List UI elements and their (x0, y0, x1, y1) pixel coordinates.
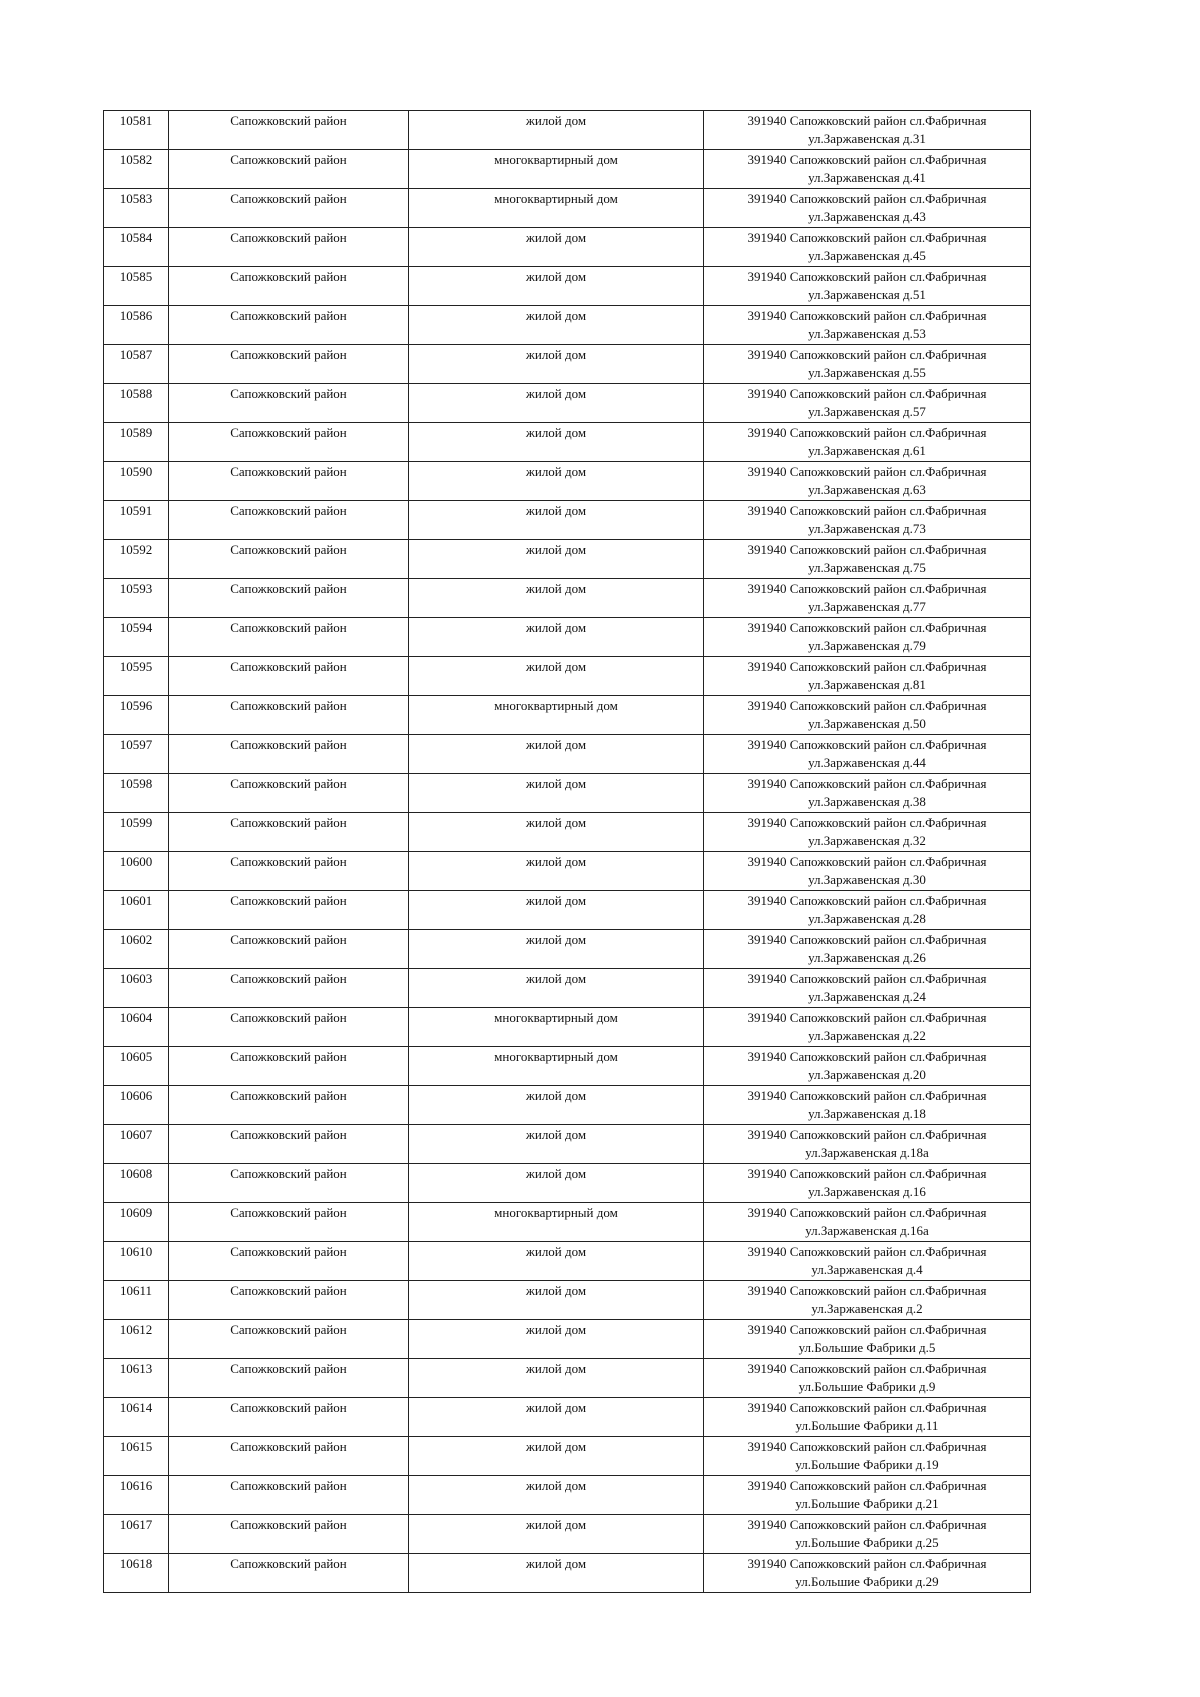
address-cell (704, 1359, 1031, 1398)
building-type-cell: жилой дом (409, 1281, 704, 1320)
table-row (104, 618, 1031, 657)
record-number-cell: 10597 (104, 735, 169, 774)
district-cell: Сапожковский район (169, 618, 409, 657)
record-number-cell: 10582 (104, 150, 169, 189)
district-cell: Сапожковский район (169, 1164, 409, 1203)
address-line-2: ул.Заржавенская д.61 (808, 443, 926, 458)
record-number-cell: 10603 (104, 969, 169, 1008)
district-cell: Сапожковский район (169, 1008, 409, 1047)
district-cell: Сапожковский район (169, 462, 409, 501)
address-line-1: 391940 Сапожковский район сл.Фабричная (747, 932, 987, 947)
table-row (104, 1320, 1031, 1359)
table-row (104, 1125, 1031, 1164)
record-number-cell: 10584 (104, 228, 169, 267)
address-line-1: 391940 Сапожковский район сл.Фабричная (747, 698, 987, 713)
table-row (104, 1554, 1031, 1593)
address-cell (704, 813, 1031, 852)
district-cell: Сапожковский район (169, 501, 409, 540)
building-type-cell: жилой дом (409, 1242, 704, 1281)
record-number-cell: 10593 (104, 579, 169, 618)
district-cell: Сапожковский район (169, 189, 409, 228)
district-cell: Сапожковский район (169, 1398, 409, 1437)
table-row (104, 813, 1031, 852)
district-cell: Сапожковский район (169, 969, 409, 1008)
address-line-2: ул.Заржавенская д.53 (808, 326, 926, 341)
record-number-cell: 10613 (104, 1359, 169, 1398)
address-line-2: ул.Заржавенская д.16а (805, 1223, 929, 1238)
district-cell: Сапожковский район (169, 696, 409, 735)
table-row (104, 930, 1031, 969)
building-type-cell: жилой дом (409, 969, 704, 1008)
table-row (104, 1086, 1031, 1125)
address-line-1: 391940 Сапожковский район сл.Фабричная (747, 1088, 987, 1103)
address-line-1: 391940 Сапожковский район сл.Фабричная (747, 230, 987, 245)
record-number-cell: 10598 (104, 774, 169, 813)
district-cell: Сапожковский район (169, 1437, 409, 1476)
building-type-cell: многоквартирный дом (409, 1008, 704, 1047)
address-line-1: 391940 Сапожковский район сл.Фабричная (747, 308, 987, 323)
table-row (104, 111, 1031, 150)
address-line-2: ул.Заржавенская д.73 (808, 521, 926, 536)
record-number-cell: 10590 (104, 462, 169, 501)
building-type-cell: жилой дом (409, 1086, 704, 1125)
building-type-cell: многоквартирный дом (409, 1203, 704, 1242)
record-number-cell: 10617 (104, 1515, 169, 1554)
address-line-1: 391940 Сапожковский район сл.Фабричная (747, 815, 987, 830)
building-type-cell: жилой дом (409, 462, 704, 501)
address-cell (704, 1008, 1031, 1047)
address-line-2: ул.Заржавенская д.44 (808, 755, 926, 770)
record-number-cell: 10586 (104, 306, 169, 345)
table-row (104, 540, 1031, 579)
building-type-cell: жилой дом (409, 1398, 704, 1437)
building-type-cell: жилой дом (409, 423, 704, 462)
address-cell (704, 1515, 1031, 1554)
building-type-cell: жилой дом (409, 540, 704, 579)
address-cell (704, 501, 1031, 540)
district-cell: Сапожковский район (169, 891, 409, 930)
address-cell (704, 1320, 1031, 1359)
district-cell: Сапожковский район (169, 306, 409, 345)
address-line-2: ул.Заржавенская д.63 (808, 482, 926, 497)
table-row (104, 696, 1031, 735)
address-cell (704, 618, 1031, 657)
building-type-cell: жилой дом (409, 1320, 704, 1359)
address-line-2: ул.Заржавенская д.16 (808, 1184, 926, 1199)
address-cell (704, 111, 1031, 150)
district-cell: Сапожковский район (169, 150, 409, 189)
table-row (104, 150, 1031, 189)
address-line-2: ул.Заржавенская д.31 (808, 131, 926, 146)
building-type-cell: жилой дом (409, 774, 704, 813)
district-cell: Сапожковский район (169, 267, 409, 306)
record-number-cell: 10585 (104, 267, 169, 306)
address-line-2: ул.Заржавенская д.45 (808, 248, 926, 263)
address-line-1: 391940 Сапожковский район сл.Фабричная (747, 464, 987, 479)
district-cell: Сапожковский район (169, 228, 409, 267)
address-cell (704, 969, 1031, 1008)
table-row (104, 423, 1031, 462)
address-cell (704, 267, 1031, 306)
building-type-cell: жилой дом (409, 813, 704, 852)
building-type-cell: жилой дом (409, 306, 704, 345)
address-line-1: 391940 Сапожковский район сл.Фабричная (747, 191, 987, 206)
address-line-2: ул.Заржавенская д.20 (808, 1067, 926, 1082)
table-body (104, 111, 1031, 1593)
address-line-1: 391940 Сапожковский район сл.Фабричная (747, 269, 987, 284)
address-line-1: 391940 Сапожковский район сл.Фабричная (747, 152, 987, 167)
address-line-1: 391940 Сапожковский район сл.Фабричная (747, 113, 987, 128)
building-type-cell: многоквартирный дом (409, 189, 704, 228)
district-cell: Сапожковский район (169, 1203, 409, 1242)
address-cell (704, 150, 1031, 189)
building-type-cell: жилой дом (409, 1554, 704, 1593)
address-line-1: 391940 Сапожковский район сл.Фабричная (747, 503, 987, 518)
address-line-2: ул.Большие Фабрики д.9 (798, 1379, 936, 1394)
address-cell (704, 1281, 1031, 1320)
address-line-1: 391940 Сапожковский район сл.Фабричная (747, 542, 987, 557)
address-line-2: ул.Заржавенская д.41 (808, 170, 926, 185)
district-cell: Сапожковский район (169, 1242, 409, 1281)
address-line-1: 391940 Сапожковский район сл.Фабричная (747, 1556, 987, 1571)
record-number-cell: 10587 (104, 345, 169, 384)
address-line-2: ул.Заржавенская д.50 (808, 716, 926, 731)
district-cell: Сапожковский район (169, 1281, 409, 1320)
table-row (104, 267, 1031, 306)
housing-register-table (103, 110, 1031, 1593)
record-number-cell: 10604 (104, 1008, 169, 1047)
address-cell (704, 189, 1031, 228)
record-number-cell: 10611 (104, 1281, 169, 1320)
address-line-2: ул.Заржавенская д.2 (811, 1301, 923, 1316)
address-cell (704, 306, 1031, 345)
address-line-2: ул.Заржавенская д.22 (808, 1028, 926, 1043)
district-cell: Сапожковский район (169, 657, 409, 696)
record-number-cell: 10602 (104, 930, 169, 969)
address-line-1: 391940 Сапожковский район сл.Фабричная (747, 737, 987, 752)
address-cell (704, 462, 1031, 501)
record-number-cell: 10581 (104, 111, 169, 150)
building-type-cell: жилой дом (409, 891, 704, 930)
address-line-2: ул.Большие Фабрики д.21 (795, 1496, 939, 1511)
table-row (104, 1281, 1031, 1320)
record-number-cell: 10595 (104, 657, 169, 696)
table-row (104, 1398, 1031, 1437)
address-line-2: ул.Заржавенская д.26 (808, 950, 926, 965)
district-cell: Сапожковский район (169, 345, 409, 384)
address-line-2: ул.Заржавенская д.81 (808, 677, 926, 692)
district-cell: Сапожковский район (169, 774, 409, 813)
address-cell (704, 228, 1031, 267)
address-cell (704, 1164, 1031, 1203)
district-cell: Сапожковский район (169, 813, 409, 852)
address-line-1: 391940 Сапожковский район сл.Фабричная (747, 1244, 987, 1259)
table-row (104, 735, 1031, 774)
address-cell (704, 540, 1031, 579)
address-line-2: ул.Большие Фабрики д.25 (795, 1535, 939, 1550)
table-row (104, 189, 1031, 228)
building-type-cell: жилой дом (409, 852, 704, 891)
district-cell: Сапожковский район (169, 1476, 409, 1515)
record-number-cell: 10601 (104, 891, 169, 930)
record-number-cell: 10610 (104, 1242, 169, 1281)
address-line-1: 391940 Сапожковский район сл.Фабричная (747, 1205, 987, 1220)
address-cell (704, 774, 1031, 813)
address-cell (704, 1398, 1031, 1437)
record-number-cell: 10606 (104, 1086, 169, 1125)
building-type-cell: многоквартирный дом (409, 696, 704, 735)
address-line-1: 391940 Сапожковский район сл.Фабричная (747, 1049, 987, 1064)
address-line-1: 391940 Сапожковский район сл.Фабричная (747, 971, 987, 986)
building-type-cell: жилой дом (409, 501, 704, 540)
address-line-1: 391940 Сапожковский район сл.Фабричная (747, 1478, 987, 1493)
record-number-cell: 10612 (104, 1320, 169, 1359)
address-line-1: 391940 Сапожковский район сл.Фабричная (747, 425, 987, 440)
table-row (104, 1242, 1031, 1281)
building-type-cell: жилой дом (409, 1437, 704, 1476)
record-number-cell: 10607 (104, 1125, 169, 1164)
building-type-cell: жилой дом (409, 228, 704, 267)
district-cell: Сапожковский район (169, 384, 409, 423)
table-row (104, 657, 1031, 696)
address-line-2: ул.Заржавенская д.38 (808, 794, 926, 809)
record-number-cell: 10589 (104, 423, 169, 462)
district-cell: Сапожковский район (169, 1515, 409, 1554)
record-number-cell: 10605 (104, 1047, 169, 1086)
record-number-cell: 10609 (104, 1203, 169, 1242)
address-line-1: 391940 Сапожковский район сл.Фабричная (747, 1127, 987, 1142)
record-number-cell: 10616 (104, 1476, 169, 1515)
address-cell (704, 1242, 1031, 1281)
building-type-cell: жилой дом (409, 267, 704, 306)
district-cell: Сапожковский район (169, 1125, 409, 1164)
address-line-1: 391940 Сапожковский район сл.Фабричная (747, 1439, 987, 1454)
building-type-cell: многоквартирный дом (409, 1047, 704, 1086)
table-row (104, 774, 1031, 813)
address-line-1: 391940 Сапожковский район сл.Фабричная (747, 659, 987, 674)
address-line-2: ул.Большие Фабрики д.29 (795, 1574, 939, 1589)
record-number-cell: 10608 (104, 1164, 169, 1203)
address-line-2: ул.Заржавенская д.24 (808, 989, 926, 1004)
address-line-2: ул.Заржавенская д.30 (808, 872, 926, 887)
address-line-2: ул.Большие Фабрики д.5 (798, 1340, 936, 1355)
address-cell (704, 891, 1031, 930)
district-cell: Сапожковский район (169, 579, 409, 618)
address-line-2: ул.Большие Фабрики д.19 (795, 1457, 939, 1472)
address-line-1: 391940 Сапожковский район сл.Фабричная (747, 776, 987, 791)
district-cell: Сапожковский район (169, 1086, 409, 1125)
address-cell (704, 1203, 1031, 1242)
district-cell: Сапожковский район (169, 1554, 409, 1593)
table-row (104, 1476, 1031, 1515)
record-number-cell: 10583 (104, 189, 169, 228)
address-line-1: 391940 Сапожковский район сл.Фабричная (747, 1010, 987, 1025)
address-line-2: ул.Заржавенская д.77 (808, 599, 926, 614)
district-cell: Сапожковский район (169, 111, 409, 150)
building-type-cell: жилой дом (409, 930, 704, 969)
address-line-1: 391940 Сапожковский район сл.Фабричная (747, 1322, 987, 1337)
address-line-2: ул.Заржавенская д.75 (808, 560, 926, 575)
address-cell (704, 384, 1031, 423)
address-line-1: 391940 Сапожковский район сл.Фабричная (747, 581, 987, 596)
table-row (104, 579, 1031, 618)
address-line-1: 391940 Сапожковский район сл.Фабричная (747, 854, 987, 869)
table-row (104, 384, 1031, 423)
record-number-cell: 10594 (104, 618, 169, 657)
building-type-cell: жилой дом (409, 735, 704, 774)
address-cell (704, 852, 1031, 891)
address-line-2: ул.Заржавенская д.4 (811, 1262, 923, 1277)
district-cell: Сапожковский район (169, 423, 409, 462)
address-cell (704, 930, 1031, 969)
building-type-cell: жилой дом (409, 618, 704, 657)
address-cell (704, 1554, 1031, 1593)
district-cell: Сапожковский район (169, 1047, 409, 1086)
address-line-2: ул.Заржавенская д.79 (808, 638, 926, 653)
building-type-cell: жилой дом (409, 111, 704, 150)
address-cell (704, 1437, 1031, 1476)
address-cell (704, 696, 1031, 735)
record-number-cell: 10614 (104, 1398, 169, 1437)
building-type-cell: жилой дом (409, 345, 704, 384)
address-cell (704, 1125, 1031, 1164)
address-cell (704, 423, 1031, 462)
record-number-cell: 10596 (104, 696, 169, 735)
table-row (104, 1515, 1031, 1554)
address-line-2: ул.Заржавенская д.18а (805, 1145, 929, 1160)
record-number-cell: 10588 (104, 384, 169, 423)
table-row (104, 228, 1031, 267)
address-line-2: ул.Заржавенская д.28 (808, 911, 926, 926)
table-row (104, 345, 1031, 384)
table-row (104, 501, 1031, 540)
address-cell (704, 345, 1031, 384)
record-number-cell: 10592 (104, 540, 169, 579)
table-row (104, 1437, 1031, 1476)
address-line-1: 391940 Сапожковский район сл.Фабричная (747, 386, 987, 401)
district-cell: Сапожковский район (169, 930, 409, 969)
building-type-cell: жилой дом (409, 1515, 704, 1554)
address-line-2: ул.Заржавенская д.51 (808, 287, 926, 302)
address-cell (704, 735, 1031, 774)
address-line-2: ул.Заржавенская д.55 (808, 365, 926, 380)
address-line-2: ул.Заржавенская д.57 (808, 404, 926, 419)
address-line-1: 391940 Сапожковский район сл.Фабричная (747, 893, 987, 908)
address-line-2: ул.Заржавенская д.43 (808, 209, 926, 224)
address-line-1: 391940 Сапожковский район сл.Фабричная (747, 620, 987, 635)
building-type-cell: жилой дом (409, 1164, 704, 1203)
address-line-1: 391940 Сапожковский район сл.Фабричная (747, 1361, 987, 1376)
address-line-1: 391940 Сапожковский район сл.Фабричная (747, 1166, 987, 1181)
building-type-cell: жилой дом (409, 1476, 704, 1515)
district-cell: Сапожковский район (169, 540, 409, 579)
district-cell: Сапожковский район (169, 735, 409, 774)
table-row (104, 462, 1031, 501)
table-row (104, 1359, 1031, 1398)
table-row (104, 306, 1031, 345)
address-line-1: 391940 Сапожковский район сл.Фабричная (747, 347, 987, 362)
address-cell (704, 1476, 1031, 1515)
record-number-cell: 10615 (104, 1437, 169, 1476)
address-cell (704, 1047, 1031, 1086)
address-line-1: 391940 Сапожковский район сл.Фабричная (747, 1400, 987, 1415)
address-line-1: 391940 Сапожковский район сл.Фабричная (747, 1283, 987, 1298)
address-line-1: 391940 Сапожковский район сл.Фабричная (747, 1517, 987, 1532)
table-row (104, 1164, 1031, 1203)
building-type-cell: многоквартирный дом (409, 150, 704, 189)
address-line-2: ул.Заржавенская д.18 (808, 1106, 926, 1121)
record-number-cell: 10599 (104, 813, 169, 852)
building-type-cell: жилой дом (409, 384, 704, 423)
table-row (104, 1008, 1031, 1047)
address-cell (704, 657, 1031, 696)
table-row (104, 1047, 1031, 1086)
table-row (104, 852, 1031, 891)
district-cell: Сапожковский район (169, 1359, 409, 1398)
district-cell: Сапожковский район (169, 852, 409, 891)
table-row (104, 969, 1031, 1008)
table-row (104, 1203, 1031, 1242)
address-line-2: ул.Большие Фабрики д.11 (795, 1418, 939, 1433)
building-type-cell: жилой дом (409, 579, 704, 618)
building-type-cell: жилой дом (409, 1125, 704, 1164)
address-cell (704, 579, 1031, 618)
table-row (104, 891, 1031, 930)
district-cell: Сапожковский район (169, 1320, 409, 1359)
building-type-cell: жилой дом (409, 1359, 704, 1398)
record-number-cell: 10618 (104, 1554, 169, 1593)
building-type-cell: жилой дом (409, 657, 704, 696)
address-line-2: ул.Заржавенская д.32 (808, 833, 926, 848)
record-number-cell: 10600 (104, 852, 169, 891)
address-cell (704, 1086, 1031, 1125)
record-number-cell: 10591 (104, 501, 169, 540)
